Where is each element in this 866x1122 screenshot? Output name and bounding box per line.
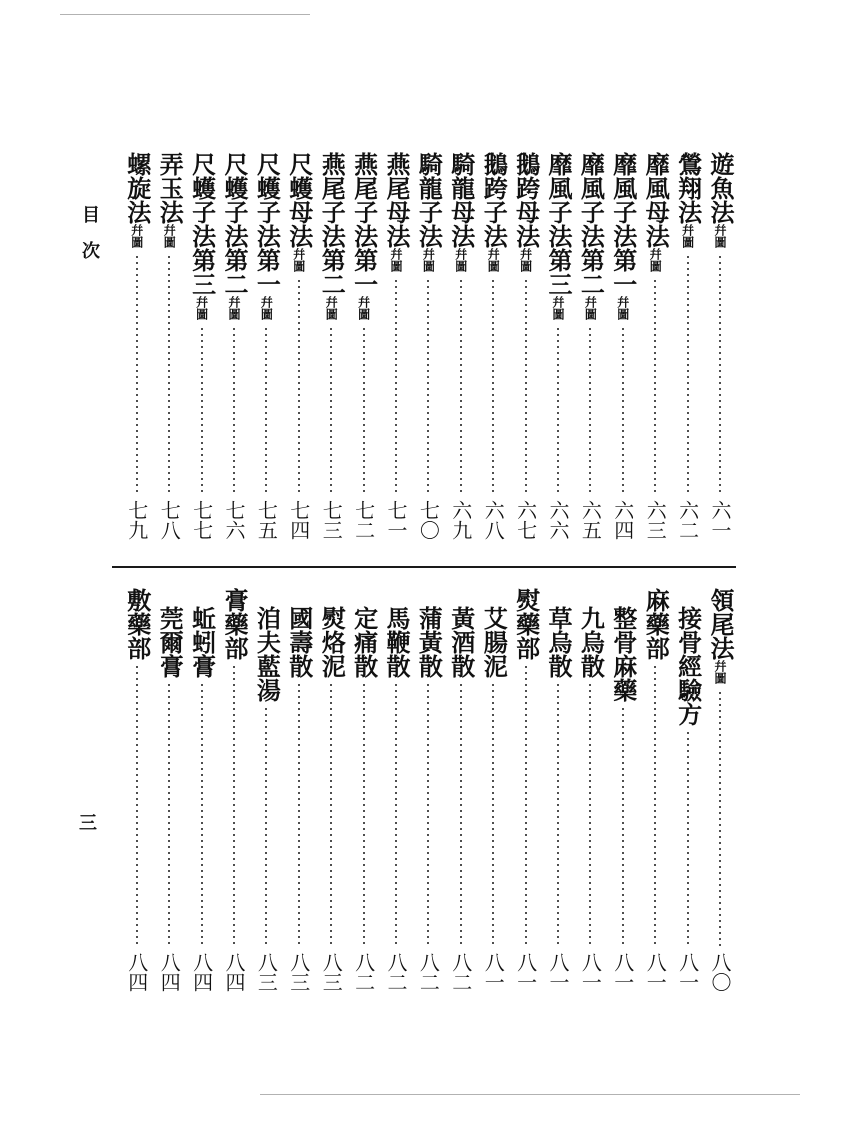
- entry-title: [447, 606, 475, 678]
- entry-title: [382, 606, 410, 678]
- leader-dots: [492, 682, 494, 946]
- entry-title: [123, 152, 151, 248]
- entry-page-number: 八〇: [708, 952, 732, 992]
- entry-title-text: 蒲黃散: [414, 606, 444, 678]
- entry-note: 幷圖: [583, 296, 598, 320]
- leader-dots: [168, 254, 170, 494]
- entry-title-text: 螺旋法: [122, 152, 152, 224]
- entry-title-text: 九烏散: [576, 606, 606, 678]
- leader-dots: [363, 326, 365, 494]
- entry-note: 幷圖: [227, 296, 241, 320]
- entry-page-number: 六六: [546, 500, 570, 540]
- entry-note: 幷圖: [129, 224, 144, 248]
- upper-entry: [123, 152, 151, 550]
- entry-title: [285, 606, 313, 678]
- leader-dots: [363, 682, 365, 946]
- entry-title: [252, 152, 280, 320]
- page-number: 三: [79, 813, 97, 834]
- leader-dots: [589, 326, 591, 494]
- entry-title: [123, 588, 151, 660]
- upper-entry: [674, 152, 702, 550]
- upper-entry: [447, 152, 475, 550]
- entry-title-text: 膏藥部: [220, 588, 249, 660]
- leader-dots: [298, 278, 300, 494]
- entry-note: 幷圖: [421, 248, 436, 272]
- leader-dots: [395, 278, 397, 494]
- entry-title: [188, 152, 216, 320]
- entry-page-number: 七三: [319, 500, 344, 540]
- entry-page-number: 六一: [708, 500, 732, 540]
- entry-title-text: 敷藥部: [122, 588, 152, 660]
- lower-entry: [609, 606, 637, 1000]
- scan-edge-bottom: [260, 1094, 800, 1095]
- lower-entry: [706, 588, 734, 1000]
- upper-entry: [382, 152, 410, 550]
- entry-title: [576, 606, 604, 678]
- entry-page-number: 七七: [189, 500, 214, 540]
- entry-title: [155, 152, 183, 248]
- upper-entry: [317, 152, 345, 550]
- upper-entry: [188, 152, 216, 550]
- entry-title: [706, 152, 734, 248]
- entry-title-text: 尺蠖子法第三: [187, 152, 217, 296]
- lower-entry: [447, 606, 475, 1000]
- entry-note: 幷圖: [389, 248, 403, 272]
- leader-dots: [136, 664, 138, 946]
- entry-title: [252, 606, 280, 702]
- entry-page-number: 六五: [578, 500, 603, 540]
- leader-dots: [557, 682, 559, 946]
- scan-edge-top: [60, 14, 310, 15]
- leader-dots: [201, 326, 203, 494]
- lower-entry: [512, 588, 540, 1000]
- upper-entry: [155, 152, 183, 550]
- upper-entry: [350, 152, 378, 550]
- entry-title-text: 草烏散: [544, 606, 573, 678]
- lower-entry: [382, 606, 410, 1000]
- entry-page-number: 七一: [384, 500, 408, 540]
- leader-dots: [719, 254, 721, 494]
- entry-title-text: 蚯蚓膏: [187, 606, 217, 678]
- entry-title: [479, 606, 507, 678]
- entry-page-number: 七〇: [416, 500, 441, 540]
- leader-dots: [330, 326, 332, 494]
- entry-title: [512, 152, 540, 272]
- entry-title-text: 鶯翔法: [673, 152, 703, 224]
- leader-dots: [427, 682, 429, 946]
- entry-title-text: 領尾法: [706, 588, 735, 660]
- entry-note: 幷圖: [713, 660, 727, 684]
- entry-note: 幷圖: [518, 248, 533, 272]
- entry-title: [382, 152, 410, 272]
- entry-page-number: 六九: [448, 500, 473, 540]
- lower-entry: [285, 606, 313, 1000]
- lower-entry: [479, 606, 507, 1000]
- entry-title-text: 遊魚法: [706, 152, 735, 224]
- leader-dots: [233, 664, 235, 946]
- entry-note: 幷圖: [713, 224, 727, 248]
- entry-page-number: 八二: [448, 952, 473, 992]
- entry-page-number: 七四: [286, 500, 311, 540]
- entry-title-text: 燕尾子法第二: [317, 152, 347, 296]
- entry-title-text: 鵝跨子法: [479, 152, 509, 248]
- leader-dots: [460, 278, 462, 494]
- entry-title: [155, 606, 183, 678]
- entry-page-number: 八一: [481, 952, 506, 992]
- leader-dots: [654, 278, 656, 494]
- lower-entry: [317, 606, 345, 1000]
- entry-note: 幷圖: [324, 296, 339, 320]
- entry-title-text: 艾腸泥: [479, 606, 509, 678]
- entry-title: [641, 588, 669, 660]
- entry-title: [674, 606, 702, 726]
- leader-dots: [265, 326, 267, 494]
- leader-dots: [622, 326, 624, 494]
- entry-page-number: 八一: [610, 952, 635, 992]
- entry-page-number: 七八: [157, 500, 182, 540]
- entry-title-text: 靡風母法: [641, 152, 671, 248]
- section-label: 目次: [79, 205, 100, 277]
- leader-dots: [201, 682, 203, 946]
- entry-page-number: 六二: [675, 500, 700, 540]
- entry-title-text: 尺蠖子法第一: [252, 152, 282, 296]
- leader-dots: [427, 278, 429, 494]
- entry-title: [641, 152, 669, 272]
- entry-title: [544, 606, 572, 678]
- entry-title-text: 燕尾子法第一: [349, 152, 379, 296]
- entry-page-number: 八三: [286, 952, 311, 992]
- entry-title: [188, 606, 216, 678]
- entry-title: [220, 588, 248, 660]
- leader-dots: [233, 326, 235, 494]
- entry-page-number: 六七: [513, 500, 538, 540]
- entry-note: 幷圖: [680, 224, 695, 248]
- leader-dots: [168, 682, 170, 946]
- entry-note: 幷圖: [615, 296, 630, 320]
- entry-title-text: 騎龍母法: [446, 152, 476, 248]
- entry-title: [576, 152, 604, 320]
- entry-page-number: 八三: [254, 952, 279, 992]
- lower-entry: [252, 606, 280, 1000]
- entry-title-text: 定痛散: [349, 606, 379, 678]
- entry-title: [479, 152, 507, 272]
- entry-note: 幷圖: [453, 248, 468, 272]
- entry-page-number: 六八: [481, 500, 506, 540]
- lower-entry: [220, 588, 248, 1000]
- upper-entry: [285, 152, 313, 550]
- entry-title-text: 弄玉法: [155, 152, 185, 224]
- entry-title: [512, 588, 540, 660]
- entry-page-number: 八二: [384, 952, 408, 992]
- leader-dots: [589, 682, 591, 946]
- leader-dots: [719, 690, 721, 946]
- upper-entry: [609, 152, 637, 550]
- entry-page-number: 八四: [124, 952, 149, 992]
- entry-title-text: 麻藥部: [641, 588, 671, 660]
- entry-page-number: 八二: [351, 952, 376, 992]
- leader-dots: [557, 326, 559, 494]
- leader-dots: [687, 730, 689, 946]
- entry-title-text: 鵝跨母法: [511, 152, 541, 248]
- entry-page-number: 六四: [610, 500, 635, 540]
- entry-title: [706, 588, 734, 684]
- entry-title-text: 燕尾母法: [382, 152, 411, 248]
- upper-entry: [414, 152, 442, 550]
- lower-entry: [414, 606, 442, 1000]
- upper-entry: [479, 152, 507, 550]
- upper-entry: [544, 152, 572, 550]
- entry-page-number: 八一: [675, 952, 700, 992]
- entry-page-number: 七九: [124, 500, 149, 540]
- upper-entry: [512, 152, 540, 550]
- entry-title: [609, 152, 637, 320]
- leader-dots: [395, 682, 397, 946]
- lower-entry: [674, 606, 702, 1000]
- upper-entry: [252, 152, 280, 550]
- entry-title-text: 騎龍子法: [414, 152, 444, 248]
- leader-dots: [136, 254, 138, 494]
- entry-title-text: 熨藥部: [511, 588, 541, 660]
- entry-page-number: 七二: [351, 500, 376, 540]
- entry-title: [285, 152, 313, 272]
- entry-title-text: 靡風子法第三: [544, 152, 573, 296]
- leader-dots: [460, 682, 462, 946]
- leader-dots: [330, 682, 332, 946]
- entry-title-text: 靡風子法第一: [608, 152, 638, 296]
- upper-entry: [706, 152, 734, 550]
- entry-title: [674, 152, 702, 248]
- entry-title: [447, 152, 475, 272]
- leader-dots: [492, 278, 494, 494]
- entry-title-text: 馬鞭散: [382, 606, 411, 678]
- leader-dots: [654, 664, 656, 946]
- entry-page-number: 八一: [643, 952, 668, 992]
- leader-dots: [525, 664, 527, 946]
- entry-note: 幷圖: [356, 296, 371, 320]
- entry-note: 幷圖: [194, 296, 209, 320]
- entry-page-number: 七五: [254, 500, 279, 540]
- entry-title-text: 國壽散: [284, 606, 314, 678]
- entry-title-text: 尺蠖母法: [284, 152, 314, 248]
- lower-entry: [155, 606, 183, 1000]
- upper-entry: [220, 152, 248, 550]
- lower-entry: [641, 588, 669, 1000]
- entry-title-text: 莞爾膏: [155, 606, 185, 678]
- entry-page-number: 八一: [513, 952, 538, 992]
- entry-page-number: 八二: [416, 952, 441, 992]
- entry-note: 幷圖: [259, 296, 274, 320]
- entry-note: 幷圖: [648, 248, 663, 272]
- section-divider: [112, 566, 736, 568]
- leader-dots: [622, 706, 624, 946]
- lower-entry: [123, 588, 151, 1000]
- entry-page-number: 八一: [546, 952, 570, 992]
- entry-title-text: 接骨經驗方: [673, 606, 703, 726]
- entry-note: 幷圖: [486, 248, 501, 272]
- entry-note: 幷圖: [551, 296, 565, 320]
- leader-dots: [298, 682, 300, 946]
- entry-note: 幷圖: [162, 224, 177, 248]
- entry-title: [220, 152, 248, 320]
- entry-page-number: 八三: [319, 952, 344, 992]
- entry-title: [544, 152, 572, 320]
- upper-entry: [641, 152, 669, 550]
- entry-title: [350, 152, 378, 320]
- entry-title-text: 靡風子法第二: [576, 152, 606, 296]
- lower-entry: [544, 606, 572, 1000]
- entry-page-number: 六三: [643, 500, 668, 540]
- entry-page-number: 七六: [222, 500, 246, 540]
- entry-note: 幷圖: [291, 248, 306, 272]
- lower-entry: [350, 606, 378, 1000]
- entry-title: [317, 606, 345, 678]
- entry-title: [414, 606, 442, 678]
- lower-entry: [188, 606, 216, 1000]
- entry-page-number: 八一: [578, 952, 603, 992]
- entry-title: [317, 152, 345, 320]
- entry-title-text: 整骨麻藥: [608, 606, 638, 702]
- entry-title-text: 尺蠖子法第二: [220, 152, 249, 296]
- leader-dots: [687, 254, 689, 494]
- entry-page-number: 八四: [189, 952, 214, 992]
- upper-entry: [576, 152, 604, 550]
- leader-dots: [525, 278, 527, 494]
- lower-entry: [576, 606, 604, 1000]
- entry-title-text: 熨烙泥: [317, 606, 347, 678]
- entry-page-number: 八四: [157, 952, 182, 992]
- entry-title: [609, 606, 637, 702]
- entry-title-text: 黃酒散: [446, 606, 476, 678]
- entry-page-number: 八四: [222, 952, 246, 992]
- leader-dots: [265, 706, 267, 946]
- entry-title-text: 洎夫藍湯: [252, 606, 282, 702]
- entry-title: [414, 152, 442, 272]
- entry-title: [350, 606, 378, 678]
